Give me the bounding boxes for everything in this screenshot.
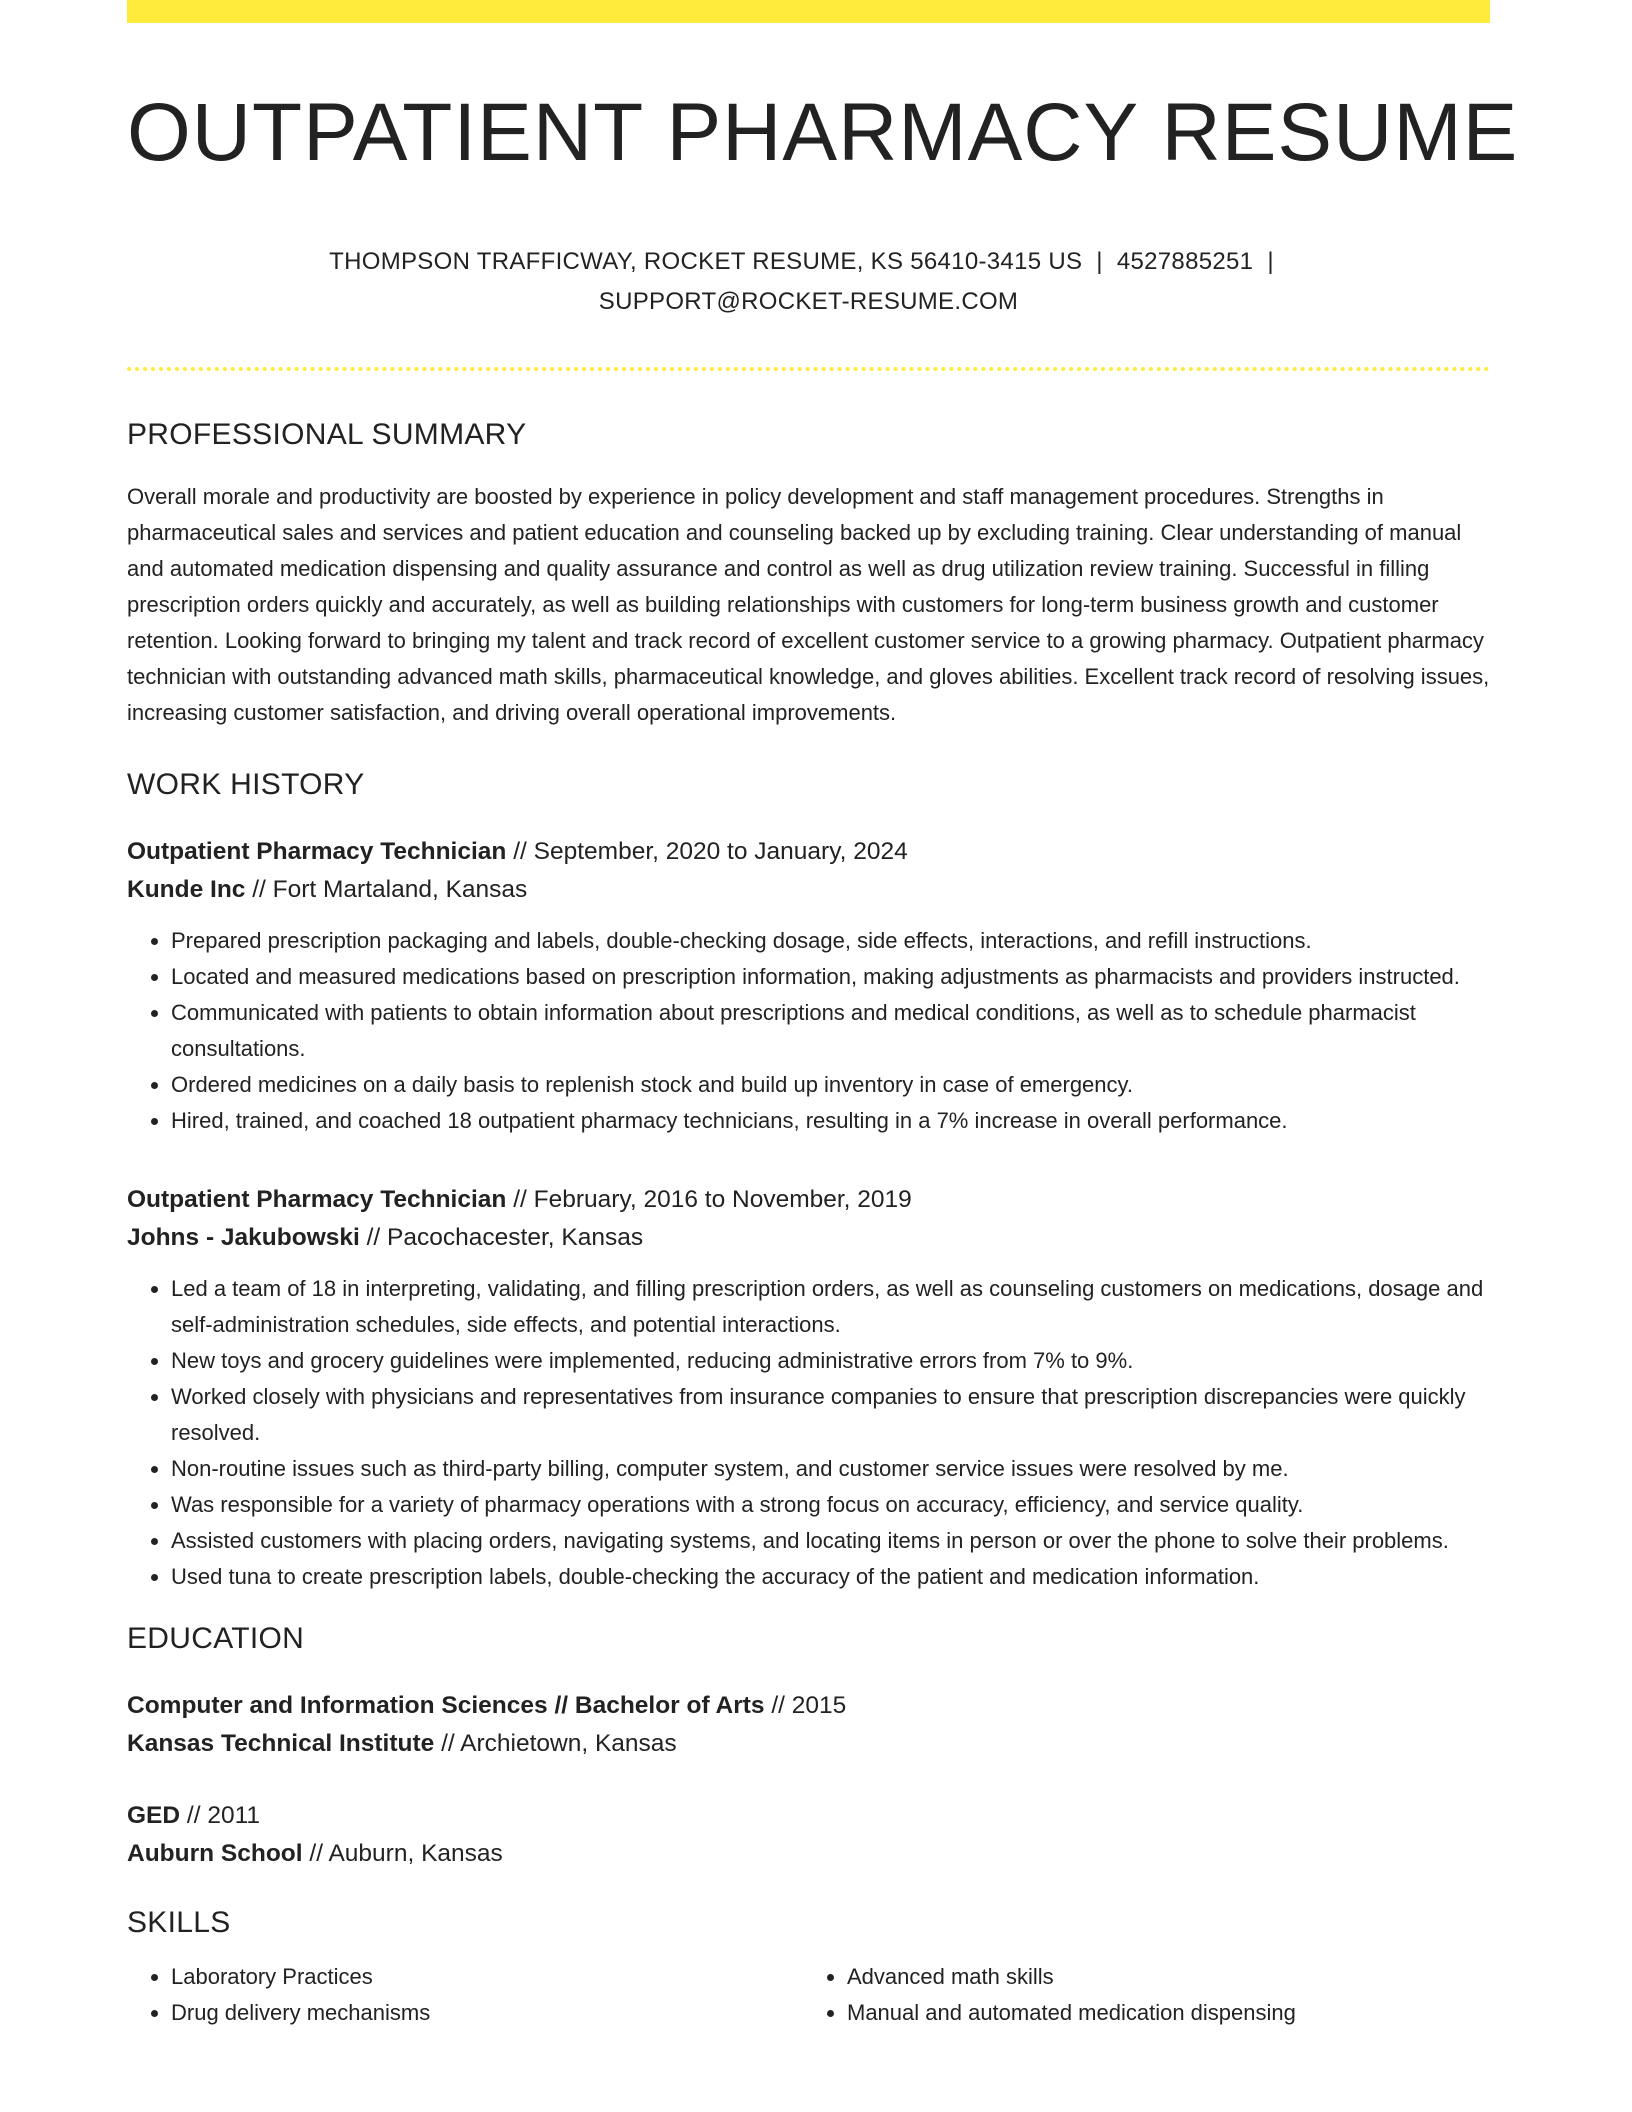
school-location: // Auburn, Kansas	[309, 1840, 503, 1868]
skill-item: • Manual and automated medication dispensing	[847, 1995, 1479, 2031]
job-title-line	[127, 833, 1490, 871]
top-accent-bar	[127, 0, 1490, 23]
contact-info	[127, 242, 1490, 322]
skill-item: • Advanced math skills	[847, 1959, 1479, 1995]
job-location: // Fort Martaland, Kansas	[252, 876, 528, 904]
education-entry	[127, 1687, 1490, 1763]
dotted-divider	[127, 367, 1490, 371]
degree: GED	[127, 1802, 181, 1830]
job-company-line	[127, 1219, 1490, 1257]
summary-heading: PROFESSIONAL SUMMARY	[127, 418, 527, 452]
job-location: // Pacochacester, Kansas	[366, 1224, 644, 1252]
job-entry	[127, 833, 1490, 1139]
resume-title: OUTPATIENT PHARMACY RESUME	[127, 87, 1519, 178]
job-bullet: • Led a team of 18 in interpreting, validating, and filling prescription orders, as well as counseling customers on medications, dosage and self-administration schedules, side effects, and potential interactions.	[171, 1271, 1490, 1343]
degree-year: // 2011	[186, 1802, 261, 1830]
job-entry	[127, 1181, 1490, 1595]
degree-line	[127, 1797, 1490, 1835]
contact-separator: |	[1096, 248, 1103, 276]
job-bullet: • New toys and grocery guidelines were implemented, reducing administrative errors from 7% to 9%.	[171, 1343, 1490, 1379]
contact-separator: |	[1267, 248, 1274, 276]
contact-line-1	[127, 242, 1490, 282]
work-history-heading: WORK HISTORY	[127, 768, 365, 802]
job-bullets	[127, 923, 1490, 1139]
job-bullet: • Hired, trained, and coached 18 outpatient pharmacy technicians, resulting in a 7% increase in overall performance.	[171, 1103, 1490, 1139]
education-heading: EDUCATION	[127, 1622, 305, 1656]
job-role: Outpatient Pharmacy Technician	[127, 838, 507, 866]
contact-line-2	[127, 282, 1490, 322]
job-dates: // September, 2020 to January, 2024	[513, 838, 908, 866]
job-bullet: • Used tuna to create prescription labels, double-checking the accuracy of the patient and medication information.	[171, 1559, 1490, 1595]
job-bullet: • Was responsible for a variety of pharmacy operations with a strong focus on accuracy, efficiency, and service quality.	[171, 1487, 1490, 1523]
job-bullet: • Worked closely with physicians and representatives from insurance companies to ensure that prescription discrepancies were quickly resolved.	[171, 1379, 1490, 1451]
skills-list	[127, 1959, 1490, 2031]
job-title-line	[127, 1181, 1490, 1219]
degree-year: // 2015	[771, 1692, 847, 1720]
job-bullet: • Non-routine issues such as third-party billing, computer system, and customer service issues were resolved by me.	[171, 1451, 1490, 1487]
degree-line	[127, 1687, 1490, 1725]
school-line	[127, 1835, 1490, 1873]
resume-page	[127, 0, 1519, 2031]
skills-column-right	[803, 1959, 1479, 2031]
school-name: Kansas Technical Institute	[127, 1730, 435, 1758]
skill-item: • Drug delivery mechanisms	[171, 1995, 803, 2031]
school-location: // Archietown, Kansas	[441, 1730, 677, 1758]
job-bullet: • Ordered medicines on a daily basis to replenish stock and build up inventory in case of emergency.	[171, 1067, 1490, 1103]
job-bullet: • Communicated with patients to obtain information about prescriptions and medical conditions, as well as to schedule pharmacist consultations.	[171, 995, 1490, 1067]
job-company: Johns - Jakubowski	[127, 1224, 360, 1252]
education-entry	[127, 1797, 1490, 1873]
job-bullets	[127, 1271, 1490, 1595]
summary-text: Overall morale and productivity are boosted by experience in policy development and staff management procedures. Strengths in pharmaceutical sales and services and patient education and counseling backed up by excluding training. Clear understanding of manual and automated medication dispensing and quality assurance and control as well as drug utilization review training. Successful in filling prescription orders quickly and accurately, as well as building relationships with customers for long-term business growth and customer retention. Looking forward to bringing my talent and track record of excellent customer service to a growing pharmacy. Outpatient pharmacy technician with outstanding advanced math skills, pharmaceutical knowledge, and gloves abilities. Excellent track record of resolving issues, increasing customer satisfaction, and driving overall operational improvements.	[127, 484, 1490, 726]
job-company-line	[127, 871, 1490, 909]
job-bullet: • Prepared prescription packaging and labels, double-checking dosage, side effects, interactions, and refill instructions.	[171, 923, 1490, 959]
skills-heading: SKILLS	[127, 1906, 231, 1940]
job-dates: // February, 2016 to November, 2019	[513, 1186, 912, 1214]
degree: Computer and Information Sciences // Bachelor of Arts	[127, 1692, 765, 1720]
skill-item: • Laboratory Practices	[171, 1959, 803, 1995]
address: THOMPSON TRAFFICWAY, ROCKET RESUME, KS 56410-3415 US	[329, 248, 1083, 276]
job-bullet: • Located and measured medications based on prescription information, making adjustments as pharmacists and providers instructed.	[171, 959, 1490, 995]
email: SUPPORT@ROCKET-RESUME.COM	[598, 288, 1019, 316]
job-role: Outpatient Pharmacy Technician	[127, 1186, 507, 1214]
phone: 4527885251	[1116, 248, 1254, 276]
job-bullet: • Assisted customers with placing orders, navigating systems, and locating items in person or over the phone to solve their problems.	[171, 1523, 1490, 1559]
skills-column-left	[127, 1959, 803, 2031]
school-name: Auburn School	[127, 1840, 303, 1868]
school-line	[127, 1725, 1490, 1763]
job-company: Kunde Inc	[127, 876, 246, 904]
